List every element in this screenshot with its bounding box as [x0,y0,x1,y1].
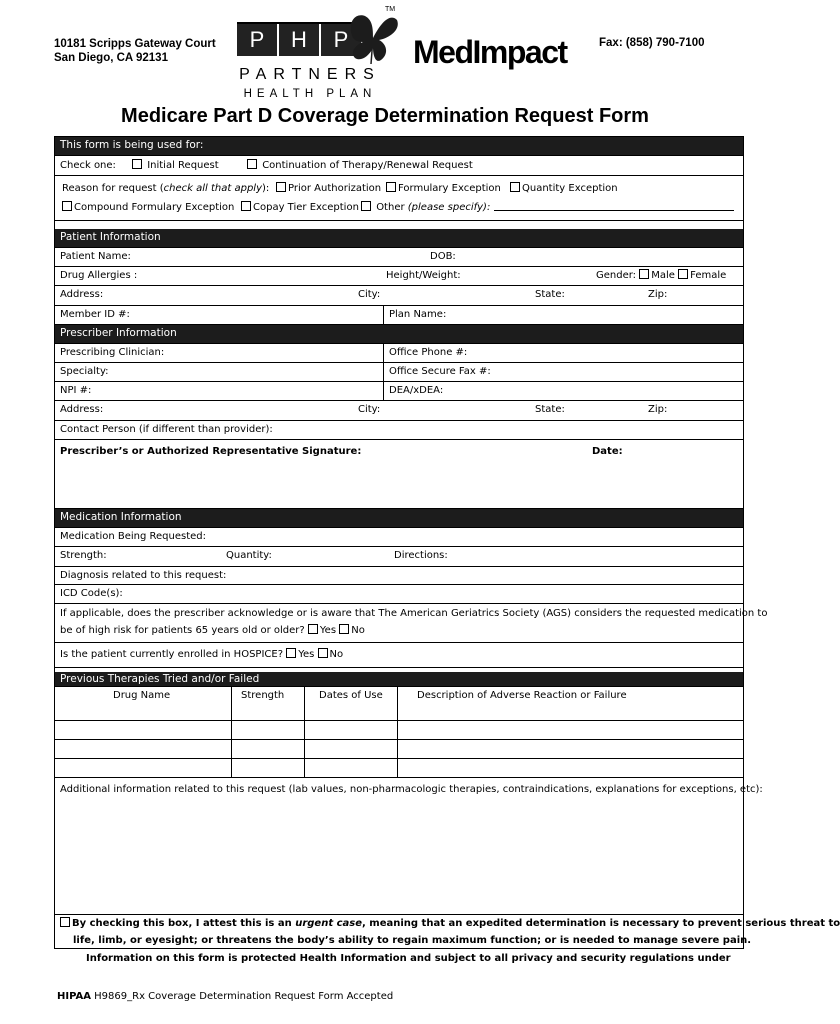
patient-zip-label: Zip: [648,289,668,300]
urgent-attestation [55,915,840,949]
office-phone-label: Office Phone #: [389,347,468,358]
reason-row [55,176,743,221]
other-option[interactable] [361,199,734,217]
hospice-no-label: No [329,649,344,660]
quantity-label: Quantity: [226,550,272,561]
therapies-heading: Previous Therapies Tried and/or Failed [60,673,260,685]
check-one-row [55,156,743,176]
urgent-line2: life, limb, or eyesight; or threatens the body’s ability to regain maximum function; or is needed to manage severe pain. [73,935,752,946]
column-header-dates-of-use: Dates of Use [319,690,383,701]
prescriber-address-row [55,401,743,421]
diagnosis-label: Diagnosis related to this request: [60,570,227,581]
therapies-table [55,687,743,778]
male-label: Male [651,270,675,281]
contact-row [55,421,743,440]
address-line-1: 10181 Scripps Gateway Court [54,38,216,50]
patient-address-row [55,286,743,306]
column-header-drug-name: Drug Name [113,690,171,701]
clinician-row [55,344,743,363]
clinician-label: Prescribing Clinician: [60,347,165,358]
other-specify-field[interactable] [494,200,734,211]
urgent-line1: By checking this box, I attest this is an urgent case, meaning that an expedited determination is necessary to prevent serious threat to [60,915,840,932]
hospice-no-checkbox[interactable] [318,648,328,658]
quantity-exception-checkbox[interactable] [510,182,520,192]
gender-label: Gender: [596,270,637,281]
table-row[interactable] [55,739,743,740]
phi-notice: Information on this form is protected Health Information and subject to all privacy and security regulations under [86,953,731,964]
logo-letter-p2: P [321,24,361,56]
check-one-label: Check one: [60,160,116,171]
prior-authorization-option[interactable] [276,180,381,198]
section-header-medication [55,509,743,528]
copay-tier-option[interactable] [241,199,359,217]
patient-name-row [55,248,743,267]
icd-row [55,585,743,604]
column-divider [231,687,232,777]
ags-no-checkbox[interactable] [339,624,349,634]
patient-address-label: Address: [60,289,104,300]
formulary-exception-option[interactable] [386,180,501,198]
medimpact-logo: MedImpact [413,34,567,70]
signature-date-label: Date: [592,446,623,457]
quantity-exception-label: Quantity Exception [522,183,618,194]
contact-person-label: Contact Person (if different than provider): [60,424,273,435]
member-row [55,306,743,325]
diagnosis-row [55,567,743,585]
compound-formulary-checkbox[interactable] [62,201,72,211]
prescriber-address-label: Address: [60,404,104,415]
continuation-label: Continuation of Therapy/Renewal Request [262,160,473,171]
logo-partners: PARTNERS [239,66,381,83]
other-checkbox[interactable] [361,201,371,211]
height-weight-label: Height/Weight: [386,270,461,281]
formulary-exception-label: Formulary Exception [398,183,501,194]
female-label: Female [690,270,727,281]
specialty-row [55,363,743,382]
patient-state-label: State: [535,289,565,300]
section-header-patient [55,229,743,248]
additional-info-box[interactable] [55,777,763,915]
butterfly-icon [343,8,401,66]
table-row[interactable] [55,758,743,759]
npi-label: NPI #: [60,385,92,396]
table-row[interactable] [55,720,743,721]
fax-number: Fax: (858) 790-7100 [599,37,705,49]
column-header-adverse-reaction: Description of Adverse Reaction or Failure [417,690,627,701]
formulary-exception-checkbox[interactable] [386,182,396,192]
form-title: Medicare Part D Coverage Determination Request Form [121,105,649,127]
gender-field [596,267,726,285]
copay-tier-checkbox[interactable] [241,201,251,211]
initial-request-checkbox[interactable] [132,159,142,169]
signature-label: Prescriber’s or Authorized Representative Signature: [60,446,362,457]
prescriber-state-label: State: [535,404,565,415]
drug-allergies-label: Drug Allergies : [60,270,138,281]
signature-row [55,440,743,509]
trademark-mark: TM [385,6,396,13]
mailing-address [54,37,216,65]
section-header-prescriber [55,325,743,344]
continuation-checkbox[interactable] [247,159,257,169]
hospice-question: Is the patient currently enrolled in HOSPICE? Yes No [60,649,344,660]
hospice-yes-label: Yes [298,649,315,660]
ags-question-line1: If applicable, does the prescriber acknowledge or is aware that The American Geriatrics Society (AGS) considers the requested medication to [60,608,768,619]
continuation-option[interactable] [247,157,473,175]
prescriber-city-label: City: [358,404,381,415]
ags-question-line2: be of high risk for patients 65 years old or older? Yes No [60,625,365,636]
strength-label: Strength: [60,550,107,561]
ags-yes-checkbox[interactable] [308,624,318,634]
column-header-strength: Strength [241,690,285,701]
section-header-therapies [55,672,743,687]
member-id-label: Member ID #: [60,309,130,320]
icd-codes-label: ICD Code(s): [60,588,123,599]
column-divider [397,687,398,777]
logo-letter-h: H [279,24,319,56]
usage-heading: This form is being used for: [60,139,204,151]
medication-heading: Medication Information [60,511,182,523]
compound-formulary-label: Compound Formulary Exception [74,202,235,213]
logo-letter-p1: P [237,24,277,56]
patient-name-label: Patient Name: [60,251,131,262]
urgent-checkbox[interactable] [60,917,70,927]
other-label: Other [376,202,405,213]
directions-label: Directions: [394,550,448,561]
strength-row [55,547,743,567]
section-header-usage [55,137,743,156]
quantity-exception-option[interactable] [510,180,618,198]
allergies-row [55,267,743,286]
form-id-text: H9869_Rx Coverage Determination Request Form Accepted [90,991,394,1002]
plan-name-label: Plan Name: [389,309,447,320]
prior-authorization-label: Prior Authorization [288,183,382,194]
divider [383,363,384,381]
female-checkbox[interactable] [678,269,688,279]
form-identifier [57,990,393,1003]
prescriber-zip-label: Zip: [648,404,668,415]
patient-heading: Patient Information [60,231,161,243]
prior-authorization-checkbox[interactable] [276,182,286,192]
reason-label: Reason for request (check all that apply): [62,183,270,194]
office-fax-label: Office Secure Fax #: [389,366,491,377]
divider [383,306,384,324]
php-partners-health-plan-logo [235,6,405,102]
male-checkbox[interactable] [639,269,649,279]
hospice-row [55,643,743,668]
npi-row [55,382,743,401]
specialty-label: Specialty: [60,366,109,377]
ags-row [55,604,768,643]
coverage-form [54,136,840,949]
prescriber-heading: Prescriber Information [60,327,177,339]
address-line-2: San Diego, CA 92131 [54,52,168,64]
column-divider [304,687,305,777]
patient-city-label: City: [358,289,381,300]
logo-health-plan: HEALTH PLAN [243,88,377,100]
medication-requested-row [55,528,743,547]
divider [383,344,384,362]
hipaa-label: HIPAA [57,991,91,1002]
dob-label: DOB: [430,251,456,262]
ags-no-label: No [351,625,365,636]
divider [383,382,384,400]
please-specify-label: (please specify): [407,202,491,213]
additional-info-label: Additional information related to this request (lab values, non-pharmacologic therapies, contraindications, explanations for exceptions, etc): [60,784,763,795]
compound-formulary-option[interactable] [62,199,234,217]
copay-tier-label: Copay Tier Exception [253,202,359,213]
hospice-yes-checkbox[interactable] [286,648,296,658]
ags-yes-label: Yes [319,625,337,636]
initial-request-option[interactable] [132,157,219,175]
medication-requested-label: Medication Being Requested: [60,531,207,542]
dea-label: DEA/xDEA: [389,385,444,396]
initial-request-label: Initial Request [147,160,219,171]
